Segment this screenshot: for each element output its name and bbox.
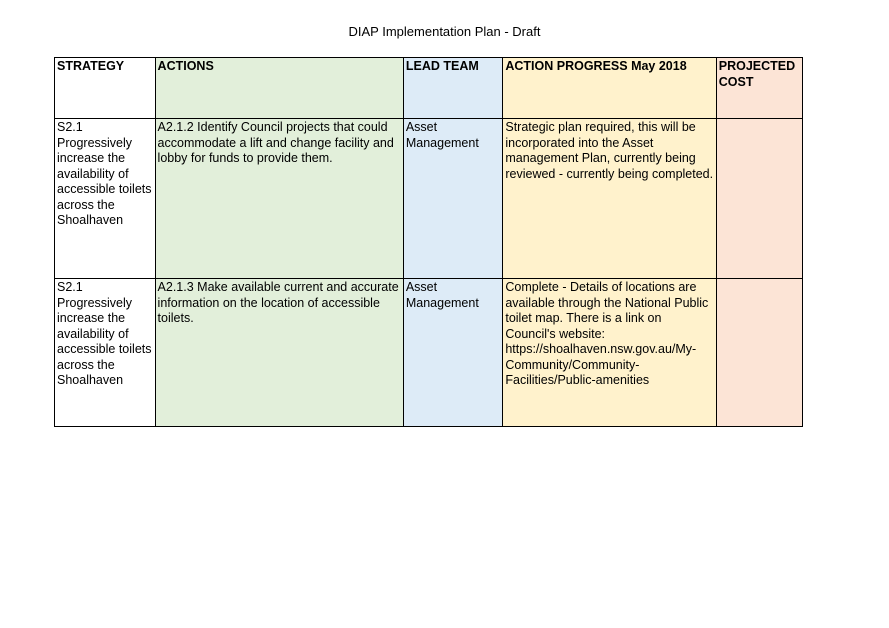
table-row: [55, 119, 803, 279]
table-header-row: [55, 58, 803, 119]
cell-action-progress: Complete - Details of locations are available through the National Public toilet map. There is a link on Council's website: https://shoalhaven.nsw.gov.au/My-Community/Community-Facilities/Public-amenities: [503, 279, 716, 427]
header-action-progress: ACTION PROGRESS May 2018: [503, 58, 716, 119]
implementation-plan-table: [54, 57, 803, 427]
cell-projected-cost: [716, 279, 802, 427]
header-projected-cost: PROJECTED COST: [716, 58, 802, 119]
cell-actions: A2.1.3 Make available current and accurate information on the location of accessible toilets.: [155, 279, 403, 427]
header-lead-team: LEAD TEAM: [403, 58, 503, 119]
table-row: [55, 279, 803, 427]
cell-lead-team: Asset Management: [403, 279, 503, 427]
header-actions: ACTIONS: [155, 58, 403, 119]
cell-strategy: S2.1 Progressively increase the availability of accessible toilets across the Shoalhaven: [55, 119, 156, 279]
cell-strategy: S2.1 Progressively increase the availability of accessible toilets across the Shoalhaven: [55, 279, 156, 427]
header-strategy: STRATEGY: [55, 58, 156, 119]
cell-lead-team: Asset Management: [403, 119, 503, 279]
cell-action-progress: Strategic plan required, this will be incorporated into the Asset management Plan, currently being reviewed - currently being completed.: [503, 119, 716, 279]
page-title: DIAP Implementation Plan - Draft: [348, 24, 541, 39]
cell-projected-cost: [716, 119, 802, 279]
cell-actions: A2.1.2 Identify Council projects that could accommodate a lift and change facility and lobby for funds to provide them.: [155, 119, 403, 279]
